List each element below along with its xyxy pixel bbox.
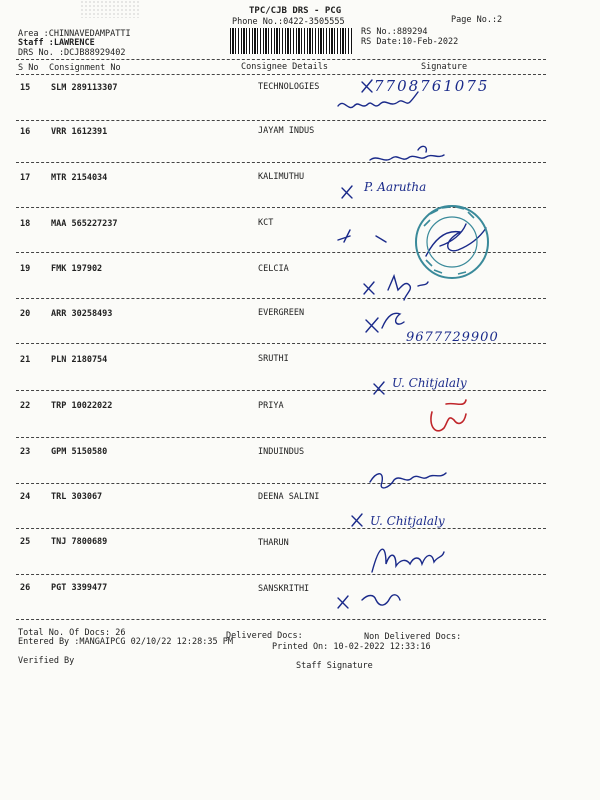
- drs-number: DRS No. :DCJB88929402: [18, 48, 126, 58]
- verified-by: Verified By: [18, 656, 75, 666]
- row-consignee: KCT: [258, 218, 274, 228]
- row-consignment: MAA 565227237: [51, 219, 118, 229]
- signature-row-16: [370, 146, 444, 160]
- row-sno: 21: [20, 355, 31, 365]
- entered-by: Entered By :MANGAIPCG 02/10/22 12:28:35 PM: [18, 637, 233, 647]
- handwritten-name-row-17: P. Aarutha: [364, 180, 427, 194]
- signature-mark: [362, 80, 372, 92]
- signature-mark: [342, 186, 352, 198]
- signature-mark: [364, 282, 374, 294]
- document-title: TPC/CJB DRS - PCG: [249, 6, 342, 16]
- total-docs: Total No. Of Docs: 26: [18, 628, 126, 638]
- rs-date: RS Date:10-Feb-2022: [361, 37, 459, 47]
- row-sno: 20: [20, 309, 31, 319]
- college-stamp: [416, 206, 488, 278]
- row-consignee: SRUTHI: [258, 354, 289, 364]
- row-sno: 26: [20, 583, 31, 593]
- row-consignee: TECHNOLOGIES: [258, 82, 320, 92]
- row-consignee: DEENA SALINI: [258, 492, 320, 502]
- printed-on: Printed On: 10-02-2022 12:33:16: [272, 642, 431, 652]
- row-consignment: GPM 5150580: [51, 447, 108, 457]
- row-consignee: PRIYA: [258, 401, 284, 411]
- col-signature: Signature: [421, 62, 468, 72]
- handwritten-phone-2: 9677729900: [406, 330, 499, 345]
- rs-number: RS No.:889294: [361, 27, 428, 37]
- signature-mark: [352, 514, 362, 526]
- signature-row-25: [372, 549, 444, 572]
- col-consignee: Consignee Details: [241, 62, 328, 72]
- row-consignee: JAYAM INDUS: [258, 126, 315, 136]
- signature-mark: [374, 382, 384, 394]
- staff-signature-label: Staff Signature: [296, 661, 373, 671]
- handwritten-phone-1: 7708761075: [374, 77, 490, 95]
- row-consignment: MTR 2154034: [51, 173, 108, 183]
- row-sno: 19: [20, 264, 31, 274]
- signature-row-26: [362, 595, 400, 605]
- row-consignment: PLN 2180754: [51, 355, 108, 365]
- row-sno: 16: [20, 127, 31, 137]
- row-consignee: SANSKRITHI: [258, 584, 310, 594]
- row-sno: 23: [20, 447, 31, 457]
- row-consignee: KALIMUTHU: [258, 172, 305, 182]
- phone-number: Phone No.:0422-3505555: [232, 17, 345, 27]
- row-consignment: PGT 3399477: [51, 583, 108, 593]
- delivered-docs: Delivered Docs:: [226, 631, 303, 641]
- row-sno: 25: [20, 537, 31, 547]
- handwritten-name-row-24: U. Chitjalaly: [370, 514, 445, 528]
- row-consignee: THARUN: [258, 538, 289, 548]
- red-pen-mark: [431, 400, 466, 431]
- non-delivered-docs: Non Delivered Docs:: [364, 632, 462, 642]
- row-sno: 17: [20, 173, 31, 183]
- signature-mark: [338, 596, 348, 608]
- row-sno: 18: [20, 219, 31, 229]
- signature-row-23: [370, 473, 446, 488]
- signature-row-20: [366, 313, 404, 332]
- col-consignment: Consignment No: [49, 63, 121, 73]
- col-sno: S No: [18, 63, 39, 73]
- row-consignee: INDUINDUS: [258, 447, 305, 457]
- row-consignment: ARR 30258493: [51, 309, 113, 319]
- row-consignment: VRR 1612391: [51, 127, 108, 137]
- signature-mark: [338, 230, 386, 242]
- staff-field: Staff :LAWRENCE: [18, 38, 95, 48]
- row-sno: 22: [20, 401, 31, 411]
- signature-row-19: [388, 276, 428, 300]
- row-consignment: TRL 303067: [51, 492, 103, 502]
- row-consignee: CELCIA: [258, 264, 289, 274]
- row-sno: 24: [20, 492, 31, 502]
- row-consignment: SLM 289113307: [51, 83, 118, 93]
- handwritten-name-row-21: U. Chitjalaly: [392, 376, 467, 390]
- area-field: Area :CHINNAVEDAMPATTI: [18, 29, 131, 39]
- row-consignment: TNJ 7800689: [51, 537, 108, 547]
- page-number: Page No.:2: [451, 15, 503, 25]
- row-consignment: FMK 197902: [51, 264, 103, 274]
- row-consignment: TRP 10022022: [51, 401, 113, 411]
- row-sno: 15: [20, 83, 31, 93]
- row-consignee: EVERGREEN: [258, 308, 305, 318]
